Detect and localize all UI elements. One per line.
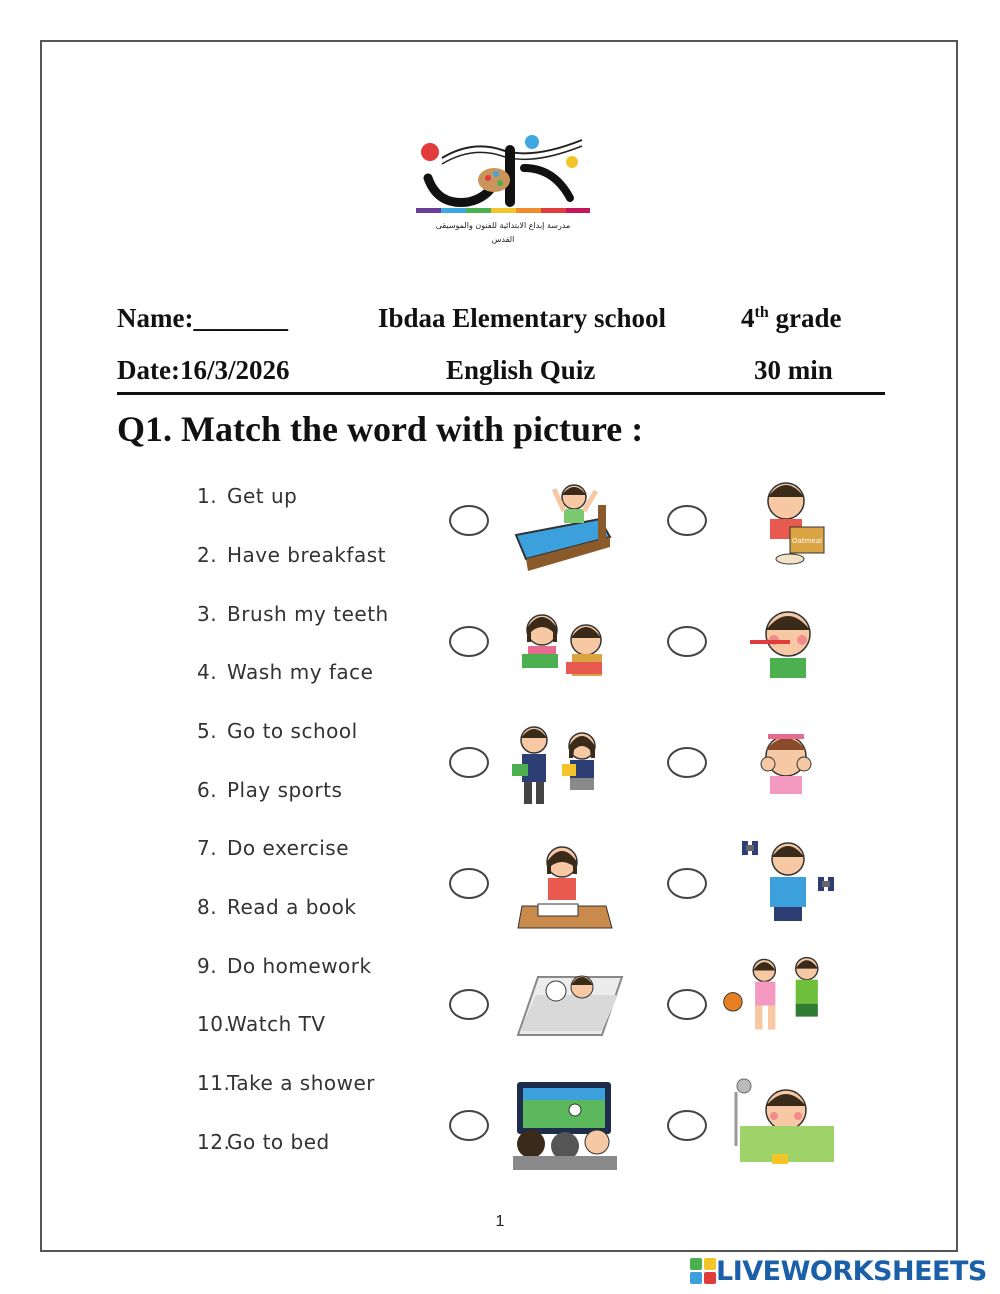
have-breakfast-picture xyxy=(730,475,850,575)
duration-label: 30 min xyxy=(754,355,833,385)
page-number: 1 xyxy=(495,1213,505,1230)
word-item: 12.Go to bed xyxy=(197,1130,330,1154)
get-up-picture xyxy=(508,475,628,575)
header-divider xyxy=(117,392,885,395)
word-item: 6. Play sports xyxy=(197,778,343,802)
take-shower-picture xyxy=(722,1076,842,1176)
word-item: 9. Do homework xyxy=(197,954,372,978)
svg-text:القدس: القدس xyxy=(491,235,515,244)
go-to-bed-picture xyxy=(508,965,628,1065)
answer-circle[interactable] xyxy=(667,868,707,899)
answer-circle[interactable] xyxy=(449,505,489,536)
grade-label xyxy=(741,303,841,334)
word-item: 10.Watch TV xyxy=(197,1012,326,1036)
subject-label: English Quiz xyxy=(446,355,596,385)
svg-text:مدرسة إبداع الابتدائية للفنون: مدرسة إبداع الابتدائية للفنون والموسيقى xyxy=(435,221,571,230)
wash-face-picture xyxy=(730,720,850,820)
liveworksheets-wordmark: LIVEWORKSHEETS xyxy=(716,1255,987,1287)
word-item: 2. Have breakfast xyxy=(197,543,386,567)
word-item: 1. Get up xyxy=(197,484,298,508)
grade-suffix: th xyxy=(754,304,769,321)
liveworksheets-brand[interactable] xyxy=(690,1256,987,1286)
do-exercise-picture xyxy=(730,835,850,935)
word-item: 3. Brush my teeth xyxy=(197,602,389,626)
name-field[interactable]: Name:_______ xyxy=(117,303,288,333)
svg-text:Oatmeal: Oatmeal xyxy=(792,537,822,545)
watch-tv-picture xyxy=(505,1076,625,1176)
answer-circle[interactable] xyxy=(449,626,489,657)
answer-circle[interactable] xyxy=(667,989,707,1020)
word-item: 7. Do exercise xyxy=(197,836,350,860)
answer-circle[interactable] xyxy=(667,505,707,536)
school-logo xyxy=(412,128,594,253)
answer-circle[interactable] xyxy=(449,989,489,1020)
play-sports-picture xyxy=(720,950,840,1050)
go-to-school-picture xyxy=(508,720,628,820)
question-title: Q1. Match the word with picture : xyxy=(117,409,644,449)
word-item: 8. Read a book xyxy=(197,895,357,919)
brush-teeth-picture xyxy=(730,600,850,700)
grade-number: 4 xyxy=(741,303,755,333)
school-name: Ibdaa Elementary school xyxy=(378,303,667,333)
answer-circle[interactable] xyxy=(449,868,489,899)
word-item: 11.Take a shower xyxy=(197,1071,376,1095)
answer-circle[interactable] xyxy=(667,626,707,657)
word-item: 4. Wash my face xyxy=(197,660,374,684)
liveworksheets-logo-icon xyxy=(690,1258,716,1284)
answer-circle[interactable] xyxy=(449,1110,489,1141)
answer-circle[interactable] xyxy=(667,747,707,778)
word-item: 5. Go to school xyxy=(197,719,358,743)
date-label: Date:16/3/2026 xyxy=(117,355,290,385)
grade-word: grade xyxy=(768,303,842,333)
answer-circle[interactable] xyxy=(667,1110,707,1141)
read-a-book-picture xyxy=(508,600,628,700)
do-homework-picture xyxy=(508,840,628,940)
answer-circle[interactable] xyxy=(449,747,489,778)
